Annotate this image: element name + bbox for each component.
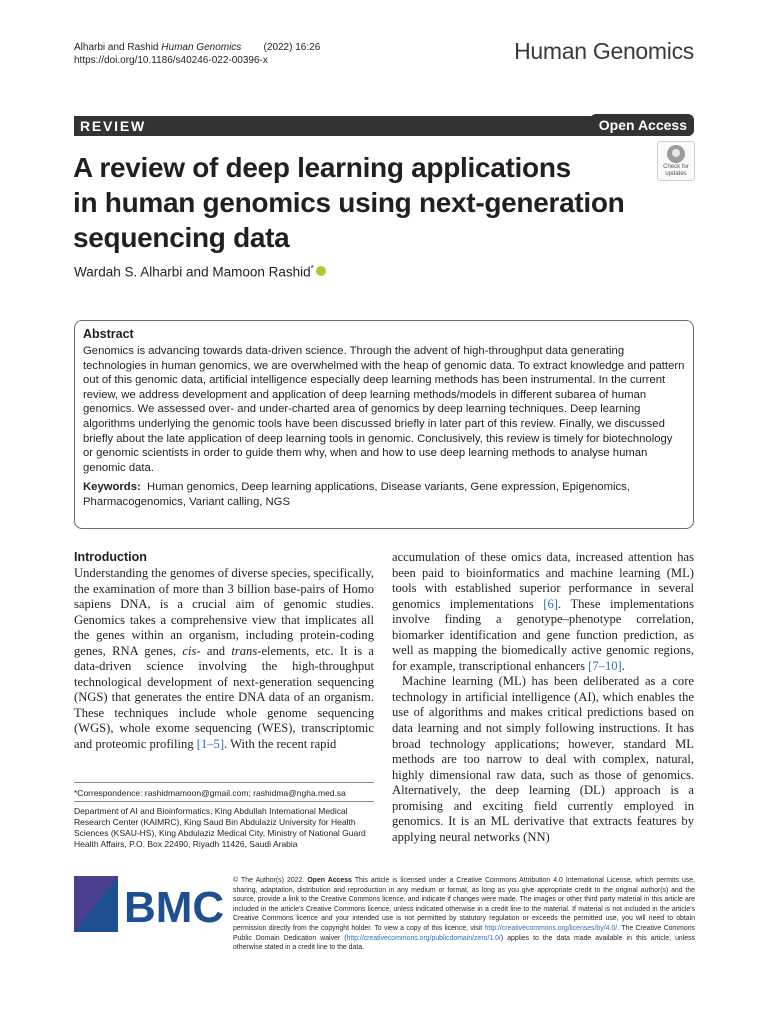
check-for-updates-button[interactable] [657,141,695,181]
intro-text-part: and [200,643,232,658]
article-type-label: REVIEW [80,118,147,134]
citation-link[interactable]: [6] [543,596,558,611]
corresponding-mark: * [310,264,314,273]
cc0-url-link[interactable]: http://creativecommons.org/publicdomain/zero/1.0/ [346,934,501,942]
intro-text-part: elements, etc. It is a data-driven science involving the high-throughput technological development of next-generation sequencing (NGS) that generates the entire DNA data of an organism. These techniques include whole genome sequencing (WGS), whole exome sequencing (WES), transcriptomic and proteomic profiling [74,643,375,752]
check-updates-line-2: updates [665,171,687,177]
journal-name: Human Genomics [514,38,694,64]
keywords-list: Human genomics, Deep learning applications, Disease variants, Gene expression, Epigenomics, Pharmacogenomics, Variant calling, NGS [83,481,630,508]
bmc-logo-text: BMC [124,883,224,932]
left-column-text [74,566,374,753]
intro-italic-cis: cis- [182,643,201,658]
intro-text-part: . These implementations involve finding a genotype–phenotype correlation, biomarker identification and gene function prediction, as well as mapping the biomedically active genomic regions, for example, transcriptional enhancers [392,596,694,673]
license-open-access: Open Access [307,877,352,884]
affiliation-note: Department of AI and Bioinformatics, King Abdullah International Medical Research Center (KAIMRC), King Saud Bin Abdulaziz University for Health Sciences (KSAU-HS), King Abdulaziz Medical City, Ministry of National Guard Health Affairs, P.O. Box 22490, Riyadh 11426, Saudi Arabia [74,806,366,849]
open-access-badge: Open Access [590,114,694,136]
introduction-heading: Introduction [74,550,147,564]
check-updates-line-1: Check for [663,164,689,170]
title-line-3: sequencing data [73,222,290,253]
intro-text-part: accumulation of these omics data, increased attention has been paid to bioinformatics and machine learning (ML) tools with established superior performance in several genomics implementations [392,550,694,611]
orcid-icon[interactable] [316,266,326,276]
license-part: © The Author(s) 2022. [233,877,308,884]
intro-text-part: . [621,658,625,673]
running-header [74,41,320,67]
keywords-label: Keywords: [83,481,141,494]
authors-text: Wardah S. Alharbi and Mamoon Rashid [74,264,311,280]
header-authors: Alharbi and Rashid [74,42,159,53]
intro-text-part: . With the recent rapid [224,737,337,752]
bmc-logo [74,876,224,932]
header-journal-italic: Human Genomics [161,42,242,53]
abstract-heading: Abstract [83,327,134,341]
header-doi-link[interactable]: https://doi.org/10.1186/s40246-022-00396-x [74,55,268,66]
right-paragraph-2: Machine learning (ML) has been deliberated as a core technology in artificial intelligence (AI), which enables the use of algorithms and makes critical predictions based on data learning and not simply following instructions. It has broad technology applications; however, standard ML methods are too narrow to deal with complex, natural, highly dimensional raw data, such as those of genomics. Alternatively, the deep learning (DL) approach is a promising and exciting field currently employed in genomics. It is an ML derivative that extracts features by applying neural networks (NN) [392,674,694,844]
title-line-2: in human genomics using next-generation [73,187,625,218]
right-paragraph-1 [392,550,694,674]
license-part: This article is licensed under a Creative Commons Attribution 4.0 International License, which permits use, sharing, adaptation, distribution and reproduction in any medium or format, as long as you give appropriate credit to the original author(s) and the source, provide a link to the Creative Commons licence, and indicate if changes were made. The images or other third party material in this article are included in the article's Creative Commons licence, unless indicated otherwise in a credit line to the material. If material is not included in the article's Creative Commons licence and your intended use is not permitted by statutory regulation or exceeds the permitted use, you will need to obtain permission directly from the copyright holder. To view a copy of this licence, visit [233,877,695,932]
abstract-text: Genomics is advancing towards data-driven science. Through the advent of high-throughput data generating technologies in human genomics, we are overwhelmed with the heap of genomic data. To extract knowledge and pattern out of this genomic data, artificial intelligence especially deep learning methods has been instrumental. In the current review, we address development and application of deep learning methods/models in different subarea of human genomics. We assessed over- and under-charted area of genomics by deep learning techniques. Deep learning algorithms underlying the genomic tools have been discussed briefly in later part of this review. Finally, we discussed briefly about the late application of deep learning tools in genomic. Conclusively, this review is timely for biotechnology or genomic scientists in order to guide them why, when and how to use deep learning methods to analyse human genomic data. [83,345,685,474]
right-column-text [392,550,694,845]
license-part: ) applies to the data made available in this article, unless otherwise stated in a credit line to the data. [233,934,696,952]
author-line [74,264,326,280]
license-text [233,876,695,953]
title-line-1: A review of deep learning applications [73,152,571,183]
footnote-divider [74,801,374,802]
correspondence-note: *Correspondence: rashidmamoon@gmail.com; rashidma@ngha.med.sa [74,788,346,798]
intro-text-part: Understanding the genomes of diverse species, specifically, the examination of more than 3 billion base-pairs of Homo sapiens DNA, is a crucial aim of genomic studies. Genomics takes a comprehensive view that implicates all the genes within an organism, including protein-coding genes, RNA genes, [74,566,374,658]
intro-italic-trans: trans- [231,643,262,658]
check-updates-icon [667,145,685,163]
citation-link[interactable]: [1–5] [196,737,225,752]
citation-link[interactable]: [7–10] [588,658,622,673]
keywords [83,480,685,509]
article-type-bar [74,116,694,136]
article-title [73,150,643,255]
license-url-link[interactable]: http://creativecommons.org/licenses/by/4.0/ [484,924,618,932]
header-volume: (2022) 16:26 [263,42,321,53]
abstract-box [74,320,694,529]
footnote-divider [74,782,374,783]
license-part: . The Creative Commons Public Domain Dedication waiver ( [233,924,695,942]
